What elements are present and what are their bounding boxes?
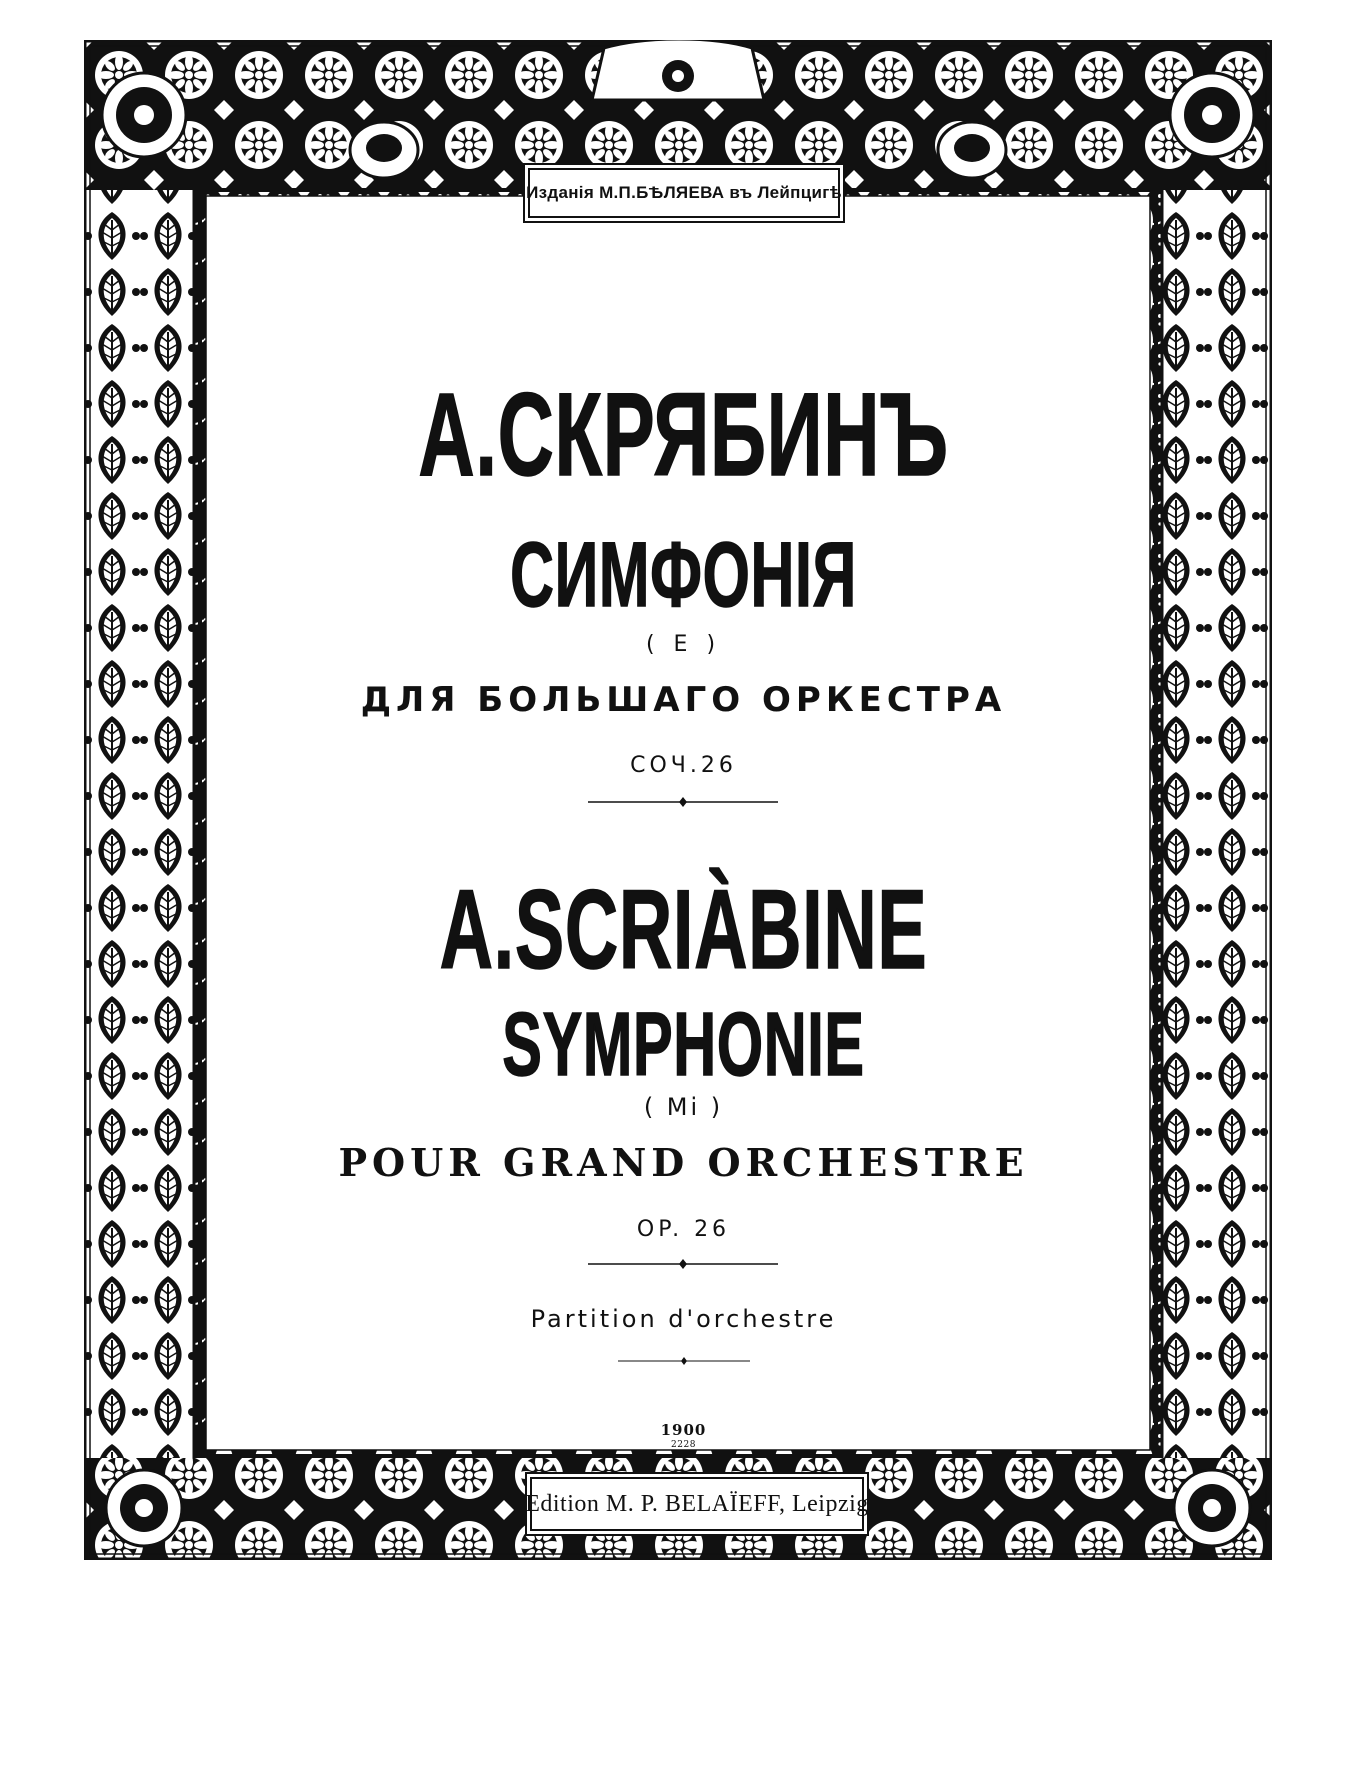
publisher-bottom-text: Edition M. P. BELAÏEFF, Leipzig bbox=[525, 1490, 869, 1517]
subtitle-russian: ДЛЯ БОЛЬШАГО ОРКЕСТРА bbox=[360, 680, 1007, 720]
score-type: Partition d'orchestre bbox=[530, 1305, 837, 1333]
divider-rule-3 bbox=[618, 1356, 750, 1366]
opus-russian: СОЧ.26 bbox=[630, 753, 737, 778]
publisher-cartouche-top bbox=[528, 168, 840, 218]
publisher-top-text: Изданія М.П.БѢЛЯЕВА въ Лейпцигѣ bbox=[526, 183, 842, 202]
composer-name-french: A.SCRIÀBINE bbox=[439, 867, 928, 992]
work-title-french: SYMPHONIE bbox=[502, 995, 865, 1095]
key-french: ( Mi ) bbox=[643, 1093, 724, 1121]
work-title-russian: СИМФОНІЯ bbox=[510, 524, 857, 626]
divider-rule-2 bbox=[588, 1258, 778, 1270]
composer-name-russian: А.СКРЯБИНЪ bbox=[418, 369, 949, 501]
publisher-cartouche-bottom bbox=[525, 1477, 869, 1531]
publication-year: 1900 bbox=[660, 1421, 707, 1439]
opus-french: OP. 26 bbox=[636, 1217, 731, 1242]
subtitle-french: POUR GRAND ORCHESTRE bbox=[338, 1140, 1029, 1185]
plate-number: 2228 bbox=[671, 1440, 696, 1450]
divider-rule-1 bbox=[588, 796, 778, 808]
key-russian: ( Е ) bbox=[645, 632, 722, 657]
